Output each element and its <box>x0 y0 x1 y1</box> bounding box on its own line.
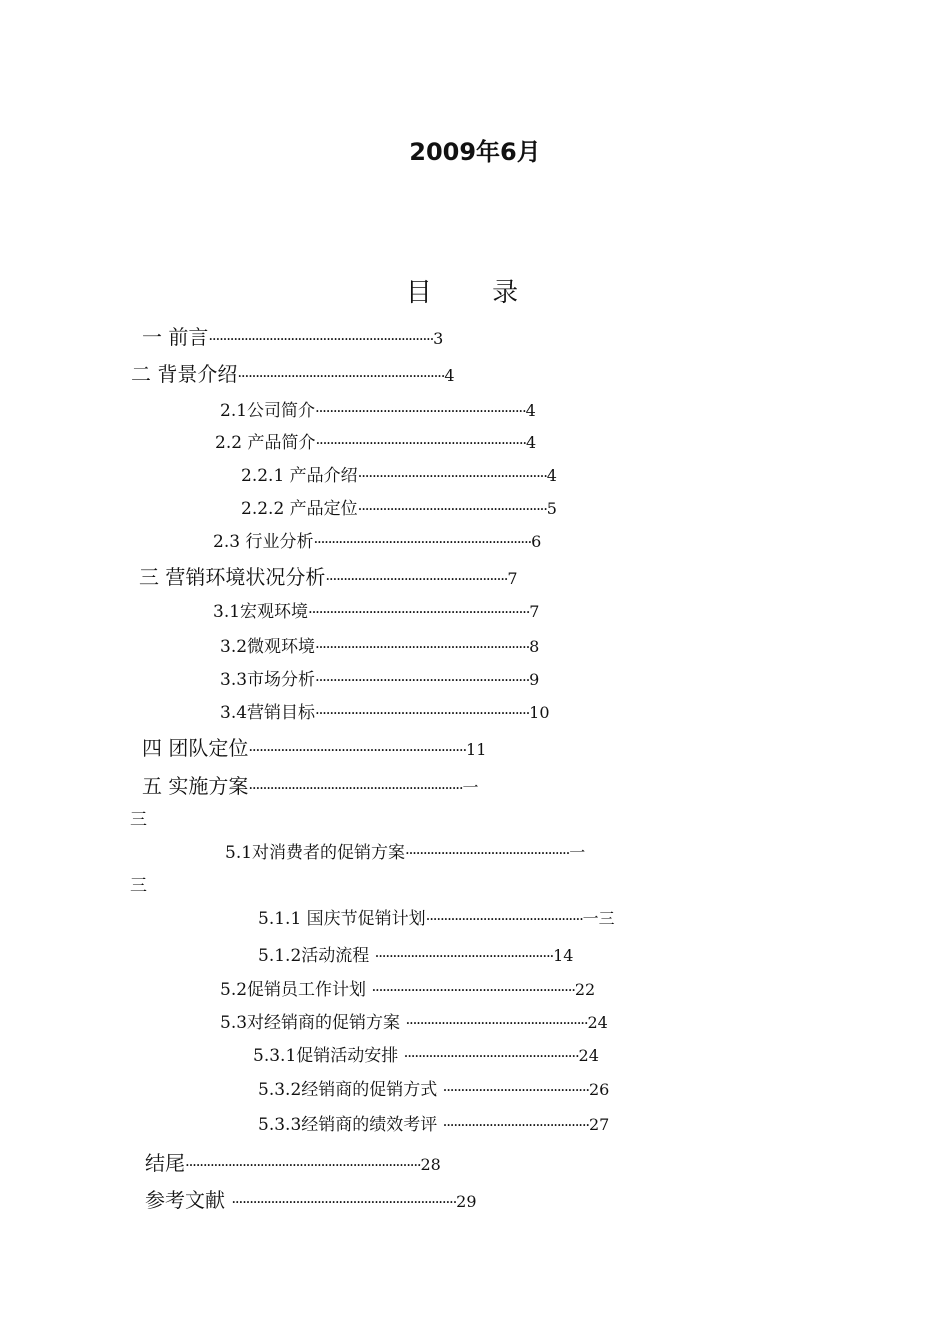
toc-entry-5-3-1[interactable] <box>253 1041 599 1066</box>
toc-page-number: 29 <box>456 1192 477 1211</box>
toc-entry-label: 3.2微观环境 <box>220 637 316 657</box>
toc-entry-label: 五 实施方案 <box>142 774 249 798</box>
toc-page-number: 4 <box>546 466 557 485</box>
toc-page-number: 4 <box>444 366 455 385</box>
toc-entry-label: 结尾 <box>145 1151 185 1175</box>
toc-entry-label: 5.3对经销商的促销方案 <box>220 1013 406 1033</box>
toc-entry-label: 四 团队定位 <box>142 736 249 760</box>
toc-entry-3-4[interactable] <box>220 698 550 723</box>
toc-leader-dots: ······························································· <box>208 330 434 348</box>
toc-entry-label: 5.1对消费者的促销方案 <box>225 843 406 863</box>
toc-entry-label: 一 前言 <box>142 325 209 349</box>
toc-entry-5-1-1[interactable] <box>258 904 615 929</box>
toc-title: 目 录 <box>405 278 545 308</box>
toc-leader-dots: ············································ <box>425 910 583 928</box>
toc-entry-label: 2.2 产品简介 <box>215 433 316 453</box>
toc-page-number: 3 <box>433 329 444 348</box>
toc-entry-label: 5.1.2活动流程 <box>258 946 375 966</box>
toc-leader-dots: ··················································· <box>405 1014 588 1032</box>
toc-leader-dots: ····················································· <box>357 500 547 518</box>
toc-leader-dots: ·································································· <box>185 1156 421 1174</box>
toc-leader-dots: ···························································· <box>315 704 530 722</box>
toc-entry-label: 2.1公司简介 <box>220 401 316 421</box>
toc-leader-dots: ····················································· <box>357 467 547 485</box>
toc-entry-label: 3.1宏观环境 <box>213 602 309 622</box>
toc-page-number: 8 <box>529 637 540 656</box>
toc-leader-dots: ·················································· <box>374 947 554 965</box>
toc-entry-references[interactable] <box>145 1184 477 1213</box>
toc-page-number: 14 <box>553 946 574 965</box>
toc-page-number: 27 <box>588 1115 610 1134</box>
toc-leader-dots: ········································· <box>442 1081 589 1099</box>
toc-leader-dots: ······························································· <box>231 1193 457 1211</box>
toc-leader-dots: ························································· <box>371 981 575 999</box>
toc-entry-team[interactable] <box>142 732 486 761</box>
toc-entry-2-2-1[interactable] <box>241 461 557 486</box>
toc-leader-dots: ···························································· <box>315 671 530 689</box>
toc-entry-3-2[interactable] <box>220 632 539 657</box>
toc-entry-label: 3.4营销目标 <box>220 703 316 723</box>
toc-entry-5-3-2[interactable] <box>258 1075 609 1100</box>
toc-leader-dots: ·························································· <box>237 367 445 385</box>
toc-page-number: 4 <box>525 433 537 452</box>
date-heading: 2009年6月 <box>409 138 541 166</box>
toc-leader-dots: ··················································· <box>325 570 508 588</box>
toc-leader-dots: ··························································· <box>315 402 526 420</box>
toc-entry-2-2[interactable] <box>215 428 536 453</box>
toc-entry-2-2-2[interactable] <box>241 494 557 519</box>
toc-entry-preface[interactable] <box>142 321 443 350</box>
toc-leader-dots: ····························································· <box>313 533 532 551</box>
toc-page-number: 6 <box>531 532 542 551</box>
toc-page-number: 4 <box>525 401 536 420</box>
toc-page-number: 24 <box>578 1046 599 1065</box>
toc-entry-label: 三 营销环境状况分析 <box>139 565 326 589</box>
toc-entry-label: 参考文献 <box>145 1188 232 1212</box>
toc-page-number: 10 <box>529 703 550 722</box>
toc-entry-label: 5.3.2经销商的促销方式 <box>258 1080 443 1100</box>
toc-page-number: 7 <box>507 569 518 588</box>
toc-page-number: 28 <box>420 1155 441 1174</box>
toc-entry-label: 3.3市场分析 <box>220 670 316 690</box>
toc-entry-5-1[interactable] <box>225 838 585 863</box>
toc-entry-label: 5.2促销员工作计划 <box>220 980 372 1000</box>
toc-entry-background[interactable] <box>131 358 455 387</box>
toc-leader-dots: ·············································· <box>405 844 570 862</box>
toc-page-number: 一三 <box>582 909 615 928</box>
toc-leader-dots: ··························································· <box>315 434 526 452</box>
toc-leader-dots: ···························································· <box>315 638 530 656</box>
toc-entry-5-2[interactable] <box>220 975 595 1000</box>
toc-page-number: 9 <box>529 670 540 689</box>
toc-wrapped-page: 三 <box>130 810 147 830</box>
toc-leader-dots: ····························································· <box>248 741 467 759</box>
toc-page-number: 22 <box>574 980 596 999</box>
toc-leader-dots: ········································· <box>442 1116 589 1134</box>
toc-entry-marketing-env[interactable] <box>139 561 518 590</box>
toc-entry-3-3[interactable] <box>220 665 539 690</box>
toc-entry-label: 5.3.3经销商的绩效考评 <box>258 1115 443 1135</box>
toc-entry-label: 2.2.2 产品定位 <box>241 499 358 519</box>
toc-leader-dots: ······························································ <box>308 603 530 621</box>
toc-entry-label: 2.2.1 产品介绍 <box>241 466 358 486</box>
toc-entry-5-3-3[interactable] <box>258 1110 609 1135</box>
toc-entry-conclusion[interactable] <box>145 1147 441 1176</box>
toc-leader-dots: ···························································· <box>248 779 463 797</box>
toc-entry-label: 5.3.1促销活动安排 <box>253 1046 404 1066</box>
toc-entry-2-3[interactable] <box>213 527 541 552</box>
toc-page-number: 11 <box>466 740 487 759</box>
toc-entry-5-1-2[interactable] <box>258 941 573 966</box>
toc-entry-3-1[interactable] <box>213 597 539 622</box>
toc-page-number: 一 <box>569 843 586 862</box>
toc-page-number: 24 <box>587 1013 608 1032</box>
toc-entry-2-1[interactable] <box>220 396 536 421</box>
toc-page-number: 26 <box>588 1080 610 1099</box>
toc-entry-label: 二 背景介绍 <box>131 362 238 386</box>
toc-page-number: 一 <box>462 778 479 797</box>
toc-page-number: 5 <box>546 499 557 518</box>
toc-leader-dots: ················································· <box>403 1047 579 1065</box>
toc-entry-5-3[interactable] <box>220 1008 608 1033</box>
toc-entry-label: 2.3 行业分析 <box>213 532 314 552</box>
toc-entry-label: 5.1.1 国庆节促销计划 <box>258 909 426 929</box>
toc-entry-implementation[interactable] <box>142 770 478 799</box>
toc-wrapped-page: 三 <box>130 876 147 896</box>
toc-page-number: 7 <box>529 602 540 621</box>
